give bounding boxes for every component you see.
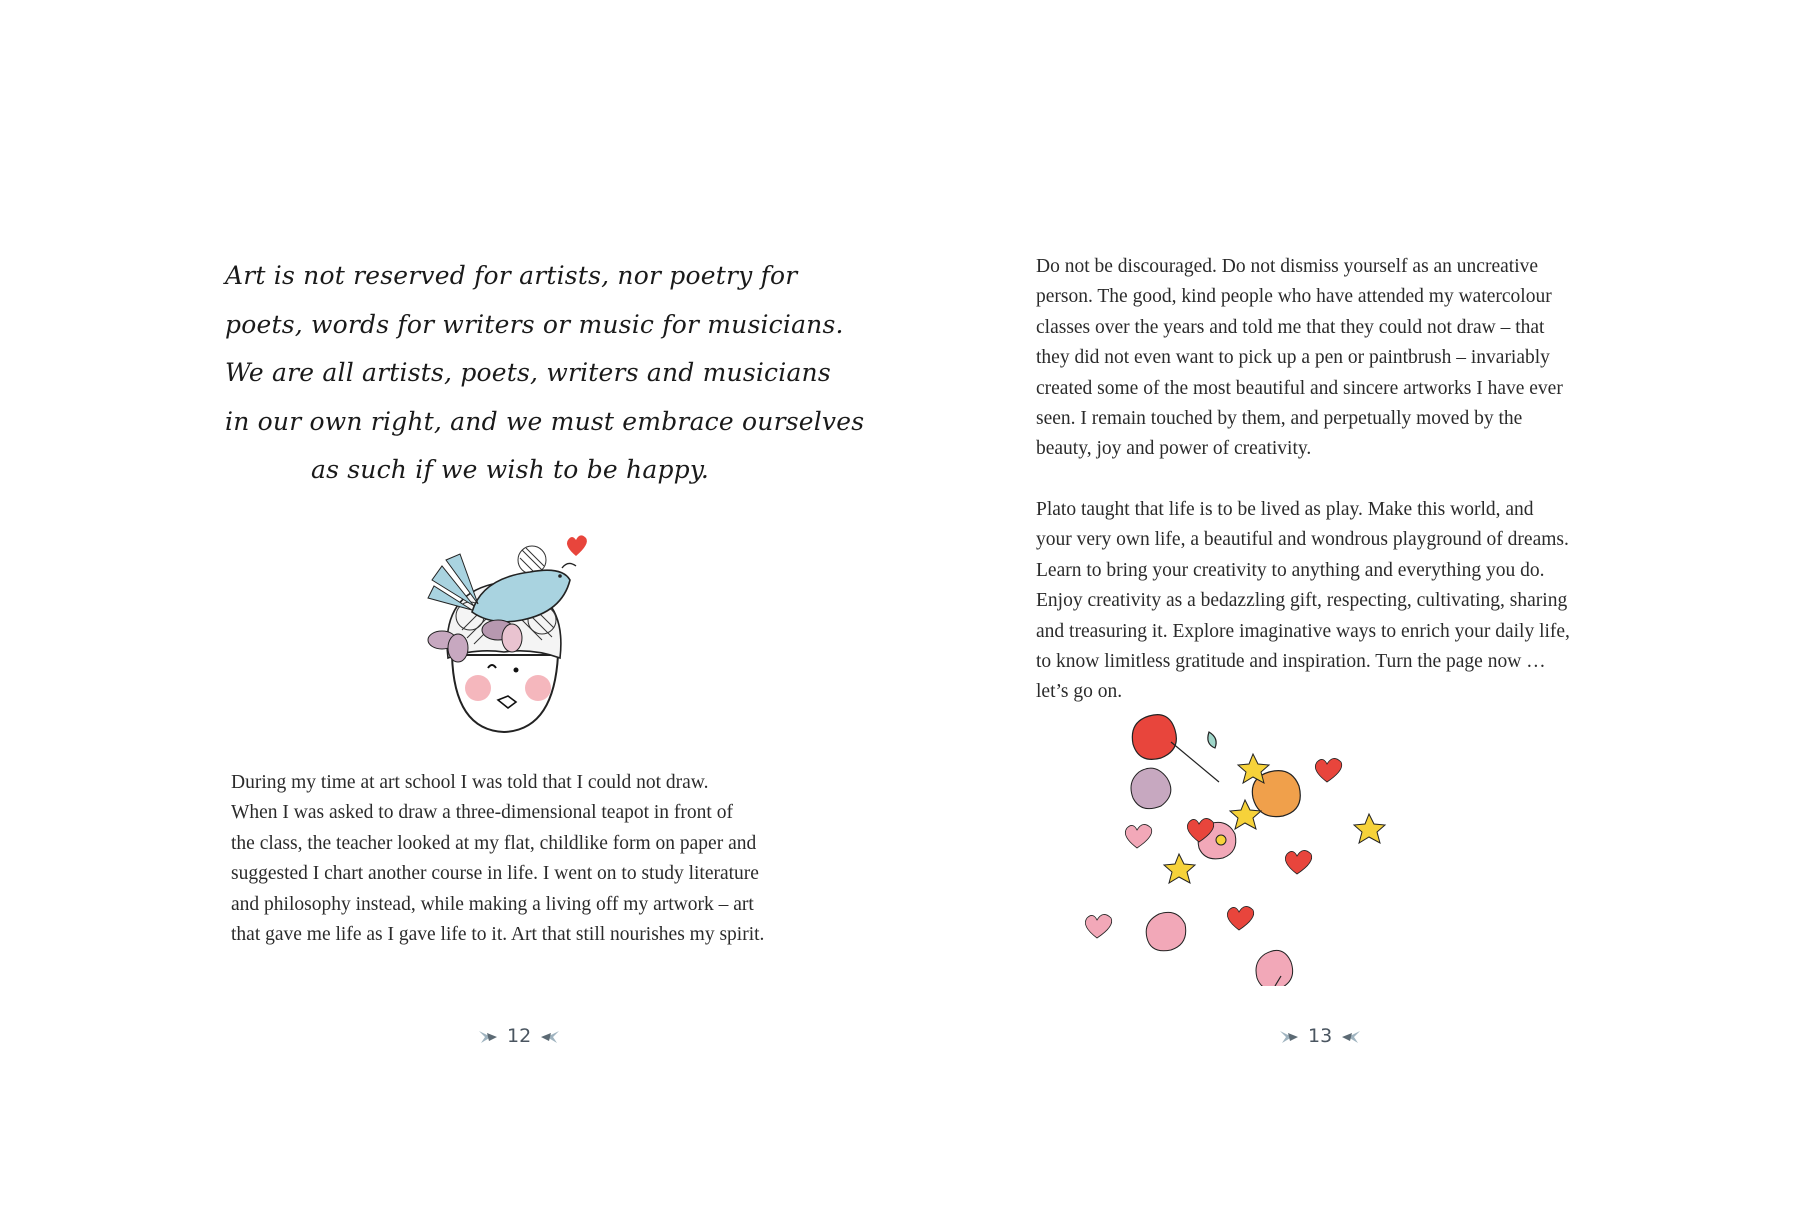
right-page (907, 0, 1814, 1230)
body-line: beauty, joy and power of creativity. (1036, 438, 1312, 460)
body-line: created some of the most beautiful and sincere artworks I have ever (1036, 377, 1563, 399)
page-number: 13 (1308, 1025, 1333, 1047)
left-bird-ornament-icon (477, 1025, 499, 1047)
body-line: the class, the teacher looked at my flat, childlike form on paper and (231, 832, 757, 854)
body-line: that gave me life as I gave life to it. Art that still nourishes my spirit. (231, 924, 765, 946)
pull-quote (225, 252, 865, 495)
right-bird-ornament-icon (539, 1025, 561, 1047)
quote-line: poets, words for writers or music for musicians. (225, 309, 844, 339)
body-line: to know limitless gratitude and inspiration. Turn the page now … (1036, 651, 1546, 673)
body-line: person. The good, kind people who have attended my watercolour (1036, 286, 1552, 308)
body-line: During my time at art school I was told that I could not draw. (231, 772, 709, 793)
right-paragraph-2 (1036, 495, 1570, 708)
flowers-hearts-stars-icon (1069, 706, 1409, 986)
body-line: Plato taught that life is to be lived as play. Make this world, and (1036, 499, 1534, 520)
body-line: they did not even want to pick up a pen or paintbrush – invariably (1036, 347, 1550, 369)
body-line: Do not be discouraged. Do not dismiss yourself as an uncreative (1036, 256, 1539, 277)
body-line: suggested I chart another course in life. I went on to study literature (231, 863, 759, 885)
page-number: 12 (507, 1025, 532, 1047)
girl-with-bird-hat-icon (412, 520, 592, 742)
right-bird-ornament-icon (1340, 1025, 1362, 1047)
body-line: and treasuring it. Explore imaginative ways to enrich your daily life, (1036, 620, 1570, 642)
body-line: When I was asked to draw a three-dimensional teapot in front of (231, 802, 733, 824)
right-paragraph-1 (1036, 252, 1563, 465)
body-line: seen. I remain touched by them, and perpetually moved by the (1036, 408, 1523, 430)
body-line: classes over the years and told me that they could not draw – that (1036, 316, 1545, 338)
quote-line: Art is not reserved for artists, nor poetry for (225, 261, 798, 290)
body-line: Learn to bring your creativity to anything and everything you do. (1036, 559, 1545, 581)
body-line: and philosophy instead, while making a living off my artwork – art (231, 893, 754, 915)
left-body-text (231, 768, 764, 950)
body-line: let’s go on. (1036, 681, 1123, 703)
page-number-13 (1278, 1022, 1362, 1050)
body-line: your very own life, a beautiful and wondrous playground of dreams. (1036, 529, 1569, 551)
page-number-12 (477, 1022, 561, 1050)
left-bird-ornament-icon (1278, 1025, 1300, 1047)
quote-line: in our own right, and we must embrace ourselves (225, 406, 865, 436)
quote-line: We are all artists, poets, writers and musicians (225, 358, 831, 387)
body-line: Enjoy creativity as a bedazzling gift, respecting, cultivating, sharing (1036, 590, 1568, 612)
quote-line: as such if we wish to be happy. (310, 455, 710, 484)
